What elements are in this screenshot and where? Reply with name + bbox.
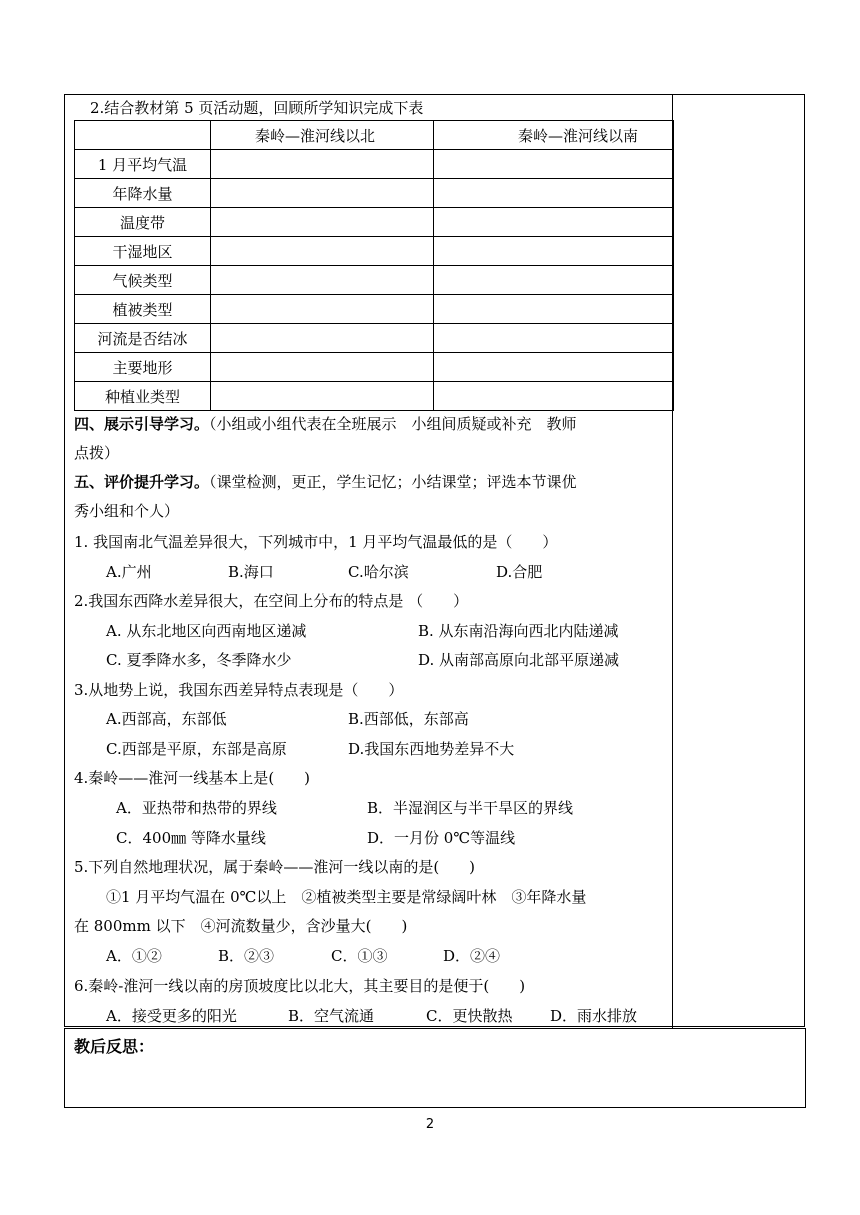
reflection-divider [64, 1028, 805, 1029]
q4-option-a: A．亚热带和热带的界线 [116, 799, 277, 817]
answer-cell[interactable] [434, 179, 674, 208]
row-label: 气候类型 [75, 266, 211, 295]
q1-option-d: D.合肥 [496, 563, 543, 581]
question-2: 2.我国东西降水差异很大，在空间上分布的特点是 （ ） [74, 592, 469, 610]
table-row [75, 179, 674, 208]
question-5: 5.下列自然地理状况，属于秦岭——淮河一线以南的是( ) [74, 858, 476, 876]
question-1: 1. 我国南北气温差异很大，下列城市中，1 月平均气温最低的是（ ） [74, 533, 558, 551]
answer-cell[interactable] [211, 150, 434, 179]
section5-text: （课堂检测，更正，学生记忆；小结课堂；评选本节课优 [209, 473, 577, 491]
answer-cell[interactable] [434, 295, 674, 324]
q2-option-b: B. 从东南沿海向西北内陆递减 [418, 622, 619, 640]
q1-option-c: C.哈尔滨 [348, 563, 409, 581]
section4-heading: 四、展示引导学习。 [74, 415, 210, 433]
q2-option-a: A. 从东北地区向西南地区递减 [106, 622, 307, 640]
answer-cell[interactable] [434, 353, 674, 382]
q3-option-d: D.我国东西地势差异不大 [348, 740, 515, 758]
answer-cell[interactable] [434, 208, 674, 237]
answer-cell[interactable] [211, 324, 434, 353]
answer-cell[interactable] [211, 382, 434, 411]
section4-text: （小组或小组代表在全班展示 小组间质疑或补充 教师 [209, 415, 577, 433]
reflection-label: 教后反思： [74, 1037, 155, 1056]
table-header-blank [75, 121, 211, 150]
row-label: 主要地形 [75, 353, 211, 382]
answer-cell[interactable] [434, 237, 674, 266]
q4-option-b: B．半湿润区与半干旱区的界线 [367, 799, 574, 817]
q4-option-c: C．400㎜ 等降水量线 [116, 829, 266, 847]
answer-cell[interactable] [211, 179, 434, 208]
question-3: 3.从地势上说，我国东西差异特点表现是（ ） [74, 681, 404, 699]
q6-option-d: D．雨水排放 [550, 1007, 638, 1025]
row-label: 1 月平均气温 [75, 150, 211, 179]
section5-heading: 五、评价提升学习。 [74, 473, 210, 491]
table-row [75, 150, 674, 179]
row-label: 干湿地区 [75, 237, 211, 266]
table-row [75, 353, 674, 382]
question-6: 6.秦岭-淮河一线以南的房顶坡度比以北大，其主要目的是便于( ) [74, 977, 526, 995]
q5-option-c: C．①③ [331, 947, 388, 965]
section5-line2: 秀小组和个人） [74, 502, 180, 520]
q1-option-a: A.广州 [106, 563, 152, 581]
section2-title: 2.结合教材第 5 页活动题，回顾所学知识完成下表 [90, 99, 424, 117]
reflection-border-bottom [64, 1107, 806, 1108]
q3-option-a: A.西部高，东部低 [106, 710, 227, 728]
q5-option-b: B．②③ [218, 947, 275, 965]
q5-statements-line2: 在 800mm 以下 ④河流数量少，含沙量大( ) [74, 917, 408, 935]
table-row [75, 382, 674, 411]
section4-line2: 点拨） [74, 444, 120, 462]
table-header-north: 秦岭—淮河线以北 [211, 121, 434, 150]
answer-cell[interactable] [211, 353, 434, 382]
answer-cell[interactable] [434, 150, 674, 179]
answer-cell[interactable] [434, 266, 674, 295]
q5-statements-line1: ①1 月平均气温在 0℃以上 ②植被类型主要是常绿阔叶林 ③年降水量 [106, 888, 587, 906]
q3-option-b: B.西部低，东部高 [348, 710, 469, 728]
q6-option-b: B．空气流通 [288, 1007, 375, 1025]
row-label: 温度带 [75, 208, 211, 237]
question-4: 4.秦岭——淮河一线基本上是( ) [74, 769, 311, 787]
comparison-table [74, 120, 674, 411]
q2-option-c: C. 夏季降水多，冬季降水少 [106, 651, 292, 669]
reflection-border-left [64, 1028, 65, 1108]
q6-option-a: A．接受更多的阳光 [106, 1007, 237, 1025]
table-header-row [75, 121, 674, 150]
row-label: 植被类型 [75, 295, 211, 324]
q2-option-d: D. 从南部高原向北部平原递减 [418, 651, 620, 669]
table-row [75, 324, 674, 353]
table-row [75, 266, 674, 295]
q1-option-b: B.海口 [228, 563, 274, 581]
q3-option-c: C.西部是平原，东部是高原 [106, 740, 287, 758]
section5-line1 [74, 472, 577, 492]
answer-cell[interactable] [434, 382, 674, 411]
section4-line1 [74, 414, 577, 434]
table-row [75, 237, 674, 266]
answer-cell[interactable] [211, 208, 434, 237]
q4-option-d: D．一月份 0℃等温线 [367, 829, 516, 847]
answer-cell[interactable] [211, 237, 434, 266]
row-label: 种植业类型 [75, 382, 211, 411]
q5-option-a: A．①② [106, 947, 162, 965]
row-label: 河流是否结冰 [75, 324, 211, 353]
reflection-border-right [805, 1028, 806, 1108]
table-row [75, 208, 674, 237]
answer-cell[interactable] [211, 295, 434, 324]
q6-option-c: C．更快散热 [426, 1007, 513, 1025]
row-label: 年降水量 [75, 179, 211, 208]
table-header-south: 秦岭—淮河线以南 [434, 121, 674, 150]
table-row [75, 295, 674, 324]
q5-option-d: D．②④ [443, 947, 501, 965]
page-number: 2 [425, 1117, 435, 1132]
answer-cell[interactable] [434, 324, 674, 353]
answer-cell[interactable] [211, 266, 434, 295]
